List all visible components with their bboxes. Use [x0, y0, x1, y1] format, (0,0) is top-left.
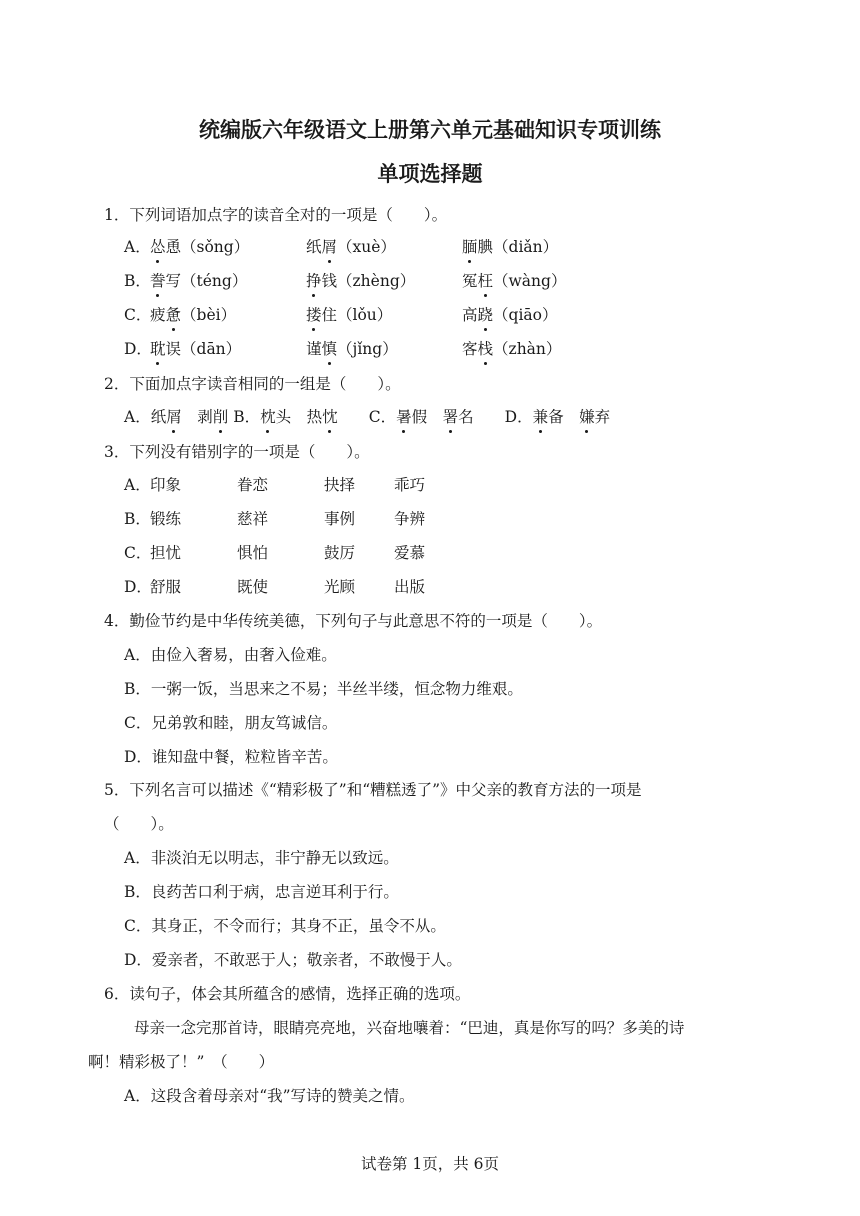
emphasis-dot-char: 兼	[533, 405, 549, 427]
question-1-stem: 1．下列词语加点字的读音全对的一项是（ ）。	[104, 206, 448, 224]
option-label: D．	[124, 578, 152, 596]
document-title: 统编版六年级语文上册第六单元基础知识专项训练	[199, 117, 661, 142]
question-4-stem: 4．勤俭节约是中华传统美德，下列句子与此意思不符的一项是（ ）。	[104, 612, 603, 630]
option-word: 眷恋	[237, 476, 269, 494]
option-word: 热忱	[307, 408, 338, 426]
option-word: 挣钱（zhèng）	[306, 269, 415, 291]
option-word: 爱慕	[394, 544, 426, 562]
emphasis-dot-char: 慎	[322, 337, 338, 359]
question-3-stem: 3．下列没有错别字的一项是（ ）。	[104, 443, 370, 461]
emphasis-dot-char: 枉	[478, 269, 494, 291]
option-label: D．	[504, 408, 533, 426]
question-4-option-a: A．由俭入奢易，由奢入俭难。	[124, 646, 337, 664]
option-word: 争辨	[394, 510, 426, 528]
option-word: 鼓厉	[324, 544, 356, 562]
question-5-option-b: B．良药苦口利于病，忠言逆耳利于行。	[124, 883, 399, 901]
option-word: 既使	[237, 578, 269, 596]
question-2-options	[124, 405, 610, 427]
option-word: 疲惫（bèi）	[150, 303, 236, 325]
option-label: C．	[124, 306, 152, 324]
option-word: 舒服	[150, 578, 182, 596]
option-word: 誊写（téng）	[150, 269, 247, 291]
emphasis-dot-char: 惫	[166, 303, 182, 325]
question-4-option-b: B．一粥一饭，当思来之不易；半丝半缕，恒念物力维艰。	[124, 680, 523, 698]
option-word: 枕头	[260, 408, 291, 426]
question-2-stem: 2．下面加点字读音相同的一组是（ ）。	[104, 375, 401, 393]
question-5-stem-continued: （ ）。	[104, 815, 174, 833]
emphasis-dot-char: 挣	[306, 269, 322, 291]
emphasis-dot-char: 屑	[166, 405, 182, 427]
emphasis-dot-char: 暑	[396, 405, 412, 427]
option-word: 乖巧	[394, 476, 426, 494]
option-word: 锻练	[150, 510, 182, 528]
option-word: 暑假	[396, 408, 427, 426]
option-word: 出版	[394, 578, 426, 596]
question-6-stem: 6．读句子，体会其所蕴含的感情，选择正确的选项。	[104, 985, 471, 1003]
option-label: C．	[368, 408, 397, 426]
option-word: 纸屑（xuè）	[306, 235, 396, 257]
emphasis-dot-char: 耽	[150, 337, 166, 359]
option-word: 怂恿（sǒng）	[150, 235, 249, 257]
emphasis-dot-char: 栈	[478, 337, 494, 359]
option-word: 纸屑	[151, 408, 182, 426]
option-label: A．	[124, 238, 151, 256]
option-word: 剥削	[197, 408, 228, 426]
question-5-option-a: A．非淡泊无以明志，非宁静无以致远。	[124, 849, 399, 867]
emphasis-dot-char: 嫌	[579, 405, 595, 427]
emphasis-dot-char: 削	[213, 405, 229, 427]
option-word: 耽误（dān）	[150, 337, 241, 359]
question-6-passage-line-1: 母亲一念完那首诗，眼睛亮亮地，兴奋地嚷着：“巴迪，真是你写的吗？多美的诗	[134, 1019, 685, 1037]
question-6-passage-line-2: 啊！精彩极了！” （ ）	[88, 1053, 275, 1071]
question-5-option-d: D．爱亲者，不敢恶于人；敬亲者，不敢慢于人。	[124, 951, 462, 969]
option-word: 事例	[324, 510, 356, 528]
option-word: 腼腆（diǎn）	[462, 235, 558, 257]
question-6-option-a: A．这段含着母亲对“我”写诗的赞美之情。	[124, 1087, 415, 1105]
option-word: 光顾	[324, 578, 356, 596]
page-footer: 试卷第 1页，共 6页	[360, 1155, 500, 1173]
option-word: 冤枉（wàng）	[462, 269, 566, 291]
option-word: 谨慎（jǐng）	[306, 337, 398, 359]
question-5-stem: 5．下列名言可以描述《“精彩极了”和“糟糕透了”》中父亲的教育方法的一项是	[104, 781, 642, 799]
option-label: C．	[124, 544, 152, 562]
option-word: 惧怕	[237, 544, 269, 562]
emphasis-dot-char: 怂	[150, 235, 166, 257]
option-label: B．	[124, 510, 151, 528]
option-word: 高跷（qiāo）	[462, 303, 557, 325]
question-4-option-d: D．谁知盘中餐，粒粒皆辛苦。	[124, 748, 338, 766]
option-word: 嫌弃	[579, 408, 610, 426]
option-word: 兼备	[533, 408, 564, 426]
emphasis-dot-char: 忱	[322, 405, 338, 427]
emphasis-dot-char: 跷	[478, 303, 494, 325]
option-label: B．	[124, 272, 151, 290]
emphasis-dot-char: 屑	[322, 235, 338, 257]
option-word: 客栈（zhàn）	[462, 337, 561, 359]
option-word: 抉择	[324, 476, 356, 494]
option-word: 担忧	[150, 544, 182, 562]
option-word: 慈祥	[237, 510, 269, 528]
option-word: 印象	[150, 476, 182, 494]
option-word: 搂住（lǒu）	[306, 303, 392, 325]
emphasis-dot-char: 誊	[150, 269, 166, 291]
question-5-option-c: C．其身正，不令而行；其身不正，虽令不从。	[124, 917, 446, 935]
emphasis-dot-char: 腼	[462, 235, 478, 257]
question-4-option-c: C．兄弟敦和睦，朋友笃诚信。	[124, 714, 338, 732]
emphasis-dot-char: 搂	[306, 303, 322, 325]
option-label: B．	[233, 408, 261, 426]
option-label: D．	[124, 340, 152, 358]
emphasis-dot-char: 枕	[260, 405, 276, 427]
option-word: 署名	[443, 408, 474, 426]
section-heading: 单项选择题	[377, 161, 483, 186]
option-label: A．	[124, 476, 151, 494]
option-label: A．	[124, 408, 151, 426]
emphasis-dot-char: 署	[443, 405, 459, 427]
